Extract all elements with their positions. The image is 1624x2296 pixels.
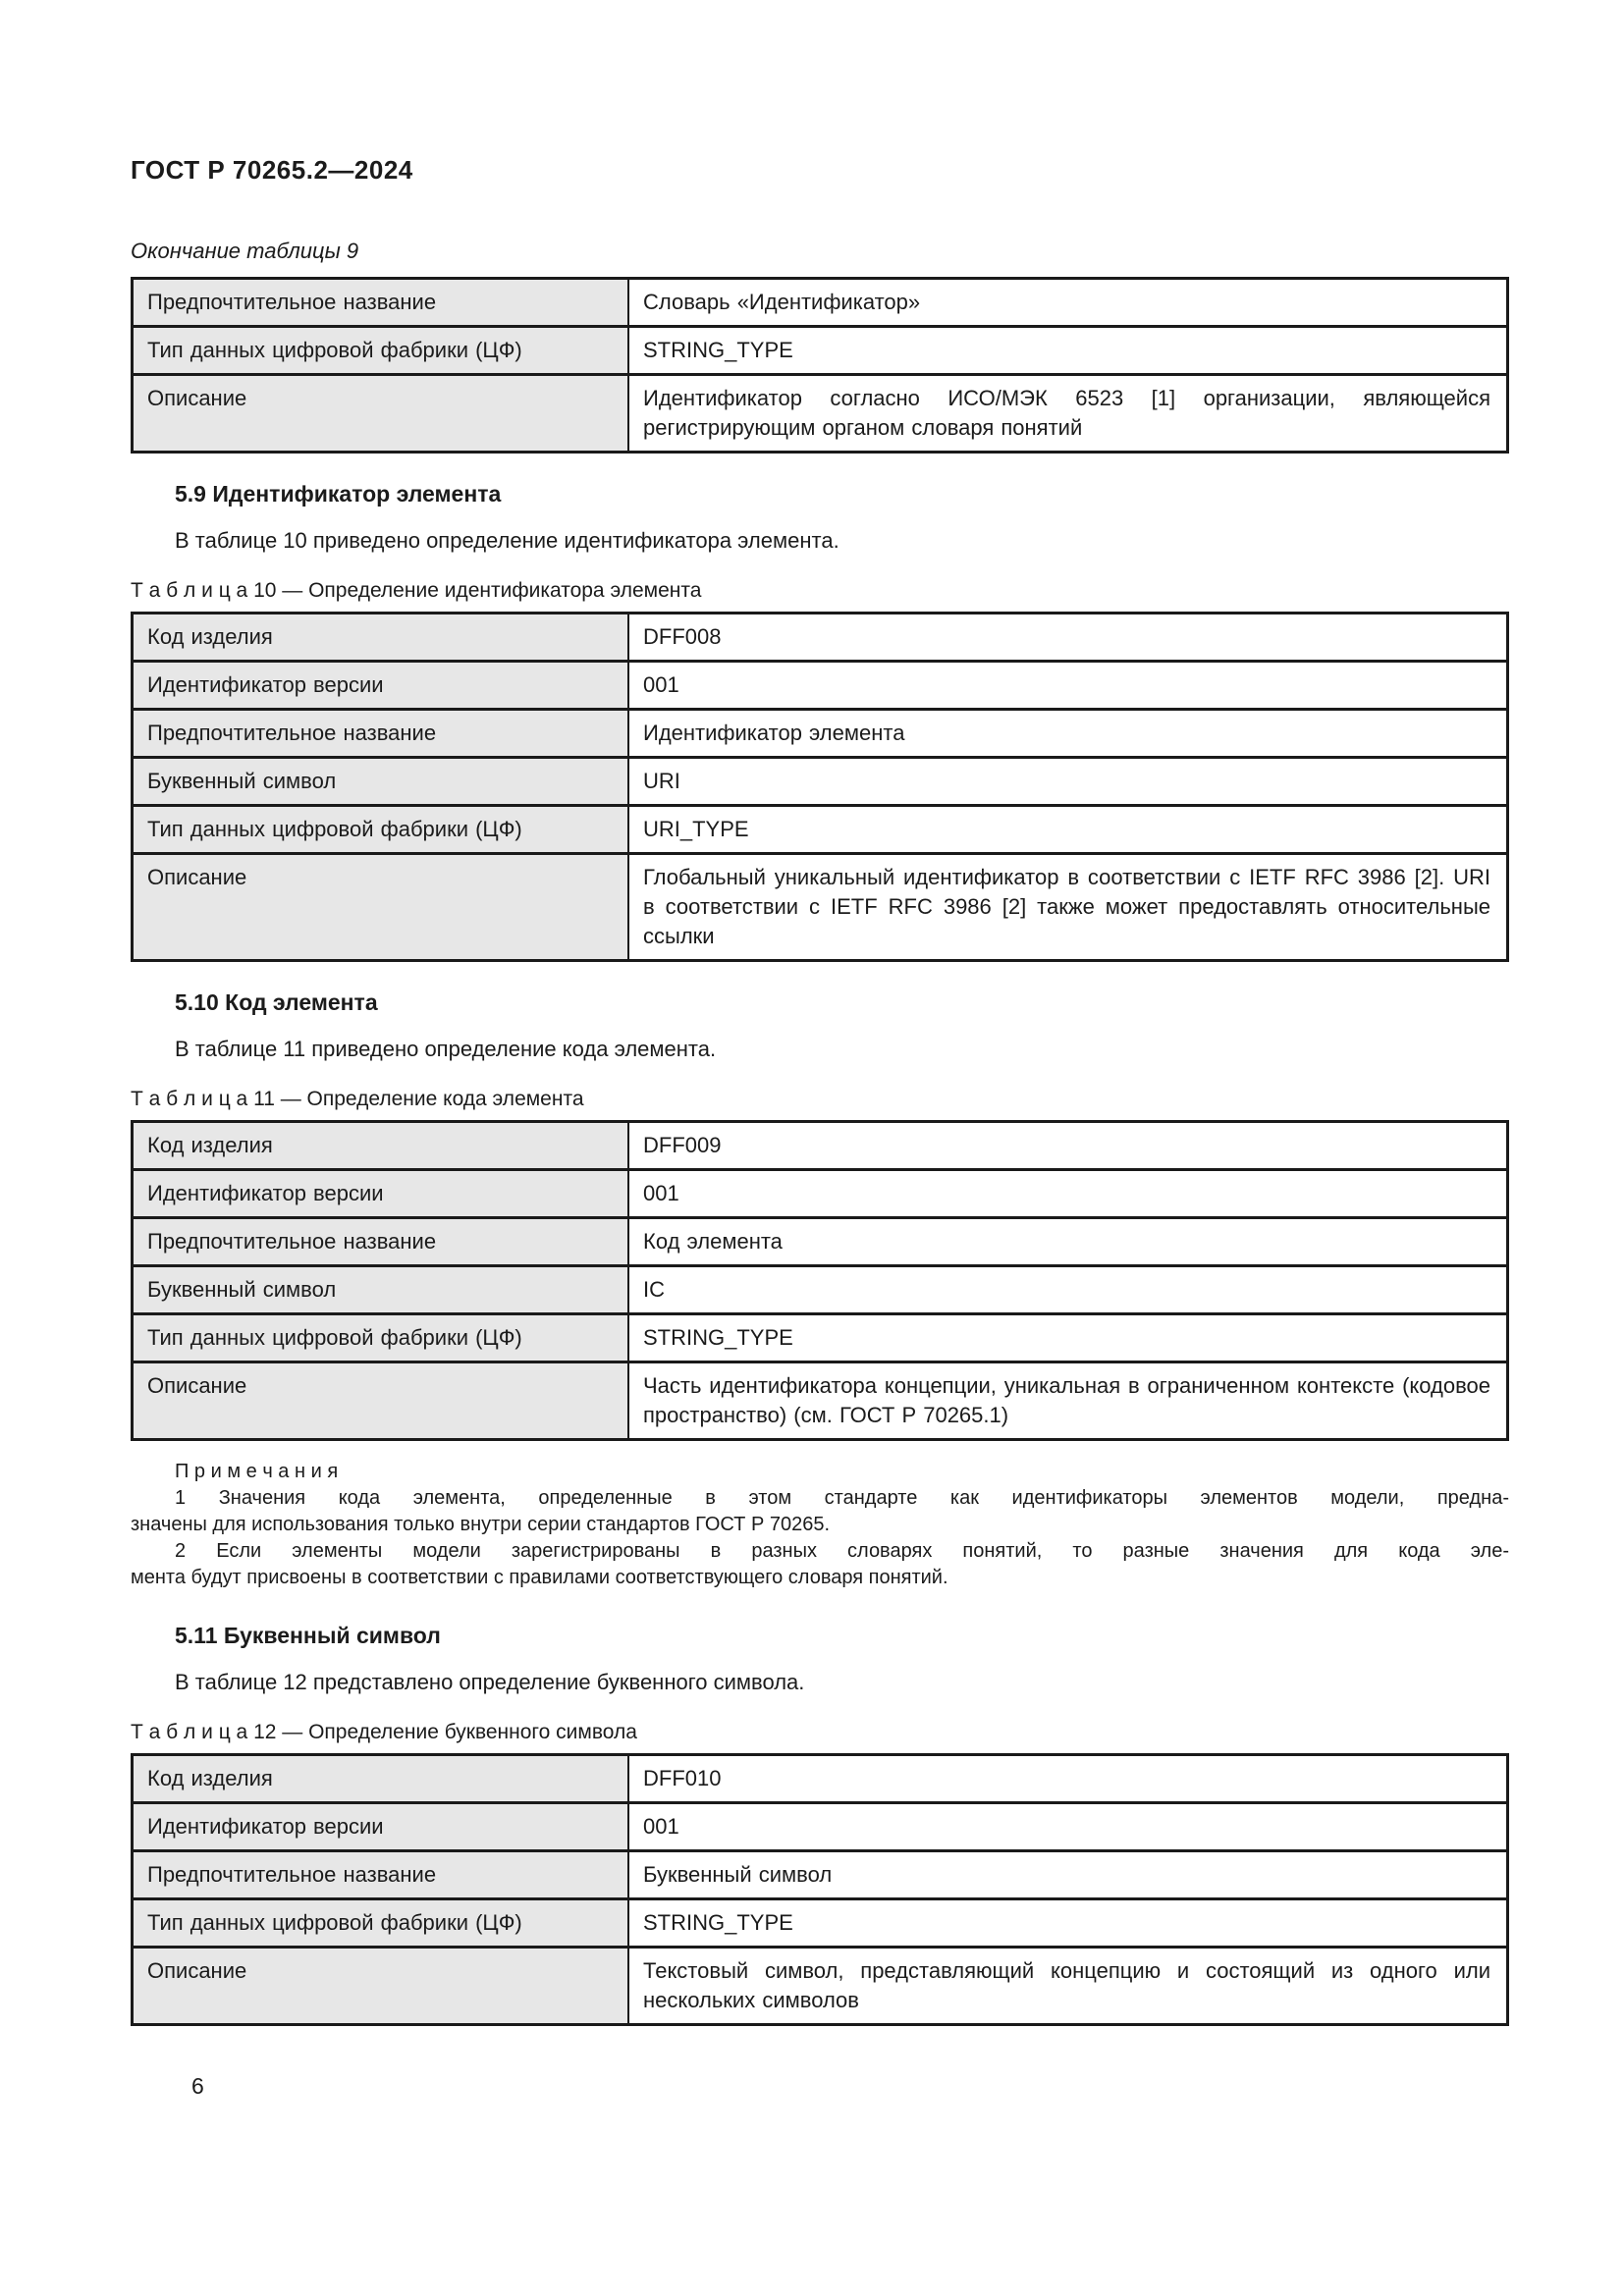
row-value: STRING_TYPE <box>628 1314 1508 1362</box>
table-row <box>133 1218 1508 1266</box>
row-value: DFF008 <box>628 614 1508 662</box>
row-label: Предпочтительное название <box>133 1218 629 1266</box>
section-5-9-paragraph: В таблице 10 приведено определение идентификатора элемента. <box>175 528 839 553</box>
row-label: Тип данных цифровой фабрики (ЦФ) <box>133 1899 629 1948</box>
row-value: STRING_TYPE <box>628 327 1508 375</box>
row-label: Код изделия <box>133 1122 629 1170</box>
row-label: Предпочтительное название <box>133 1851 629 1899</box>
table12 <box>131 1753 1509 2026</box>
row-label: Код изделия <box>133 1755 629 1803</box>
row-label: Предпочтительное название <box>133 710 629 758</box>
table-row <box>133 1899 1508 1948</box>
section-5-9-heading: 5.9 Идентификатор элемента <box>175 481 502 507</box>
row-value: Словарь «Идентификатор» <box>628 279 1508 327</box>
row-value: URI <box>628 758 1508 806</box>
row-value: IC <box>628 1266 1508 1314</box>
row-label: Код изделия <box>133 614 629 662</box>
row-label: Предпочтительное название <box>133 279 629 327</box>
table-row <box>133 806 1508 854</box>
table-row <box>133 1803 1508 1851</box>
note-2-line-2: мента будут присвоены в соответствии с правилами соответствующего словаря понятий. <box>131 1567 948 1588</box>
row-value: DFF009 <box>628 1122 1508 1170</box>
table-row <box>133 1851 1508 1899</box>
table-row <box>133 279 1508 327</box>
row-value: Код элемента <box>628 1218 1508 1266</box>
document-title: ГОСТ Р 70265.2—2024 <box>131 155 413 185</box>
table-row <box>133 662 1508 710</box>
table10 <box>131 612 1509 962</box>
table-row <box>133 1362 1508 1440</box>
table-row <box>133 1170 1508 1218</box>
section-5-11-heading: 5.11 Буквенный символ <box>175 1623 441 1648</box>
table-row <box>133 710 1508 758</box>
row-label: Тип данных цифровой фабрики (ЦФ) <box>133 806 629 854</box>
table-row <box>133 1266 1508 1314</box>
row-value: Часть идентификатора концепции, уникальная в ограниченном контексте (кодовое пространство) (см. ГОСТ Р 70265.1) <box>628 1362 1508 1440</box>
row-label: Буквенный символ <box>133 758 629 806</box>
row-value: Идентификатор элемента <box>628 710 1508 758</box>
table9-continuation-caption: Окончание таблицы 9 <box>131 239 359 263</box>
row-value: Буквенный символ <box>628 1851 1508 1899</box>
table-row <box>133 614 1508 662</box>
row-value: 001 <box>628 1803 1508 1851</box>
table11-caption: Т а б л и ц а 11 — Определение кода элемента <box>131 1088 584 1110</box>
table9-end <box>131 277 1509 454</box>
row-label: Описание <box>133 1948 629 2025</box>
page-number: 6 <box>191 2073 204 2099</box>
row-value: Идентификатор согласно ИСО/МЭК 6523 [1] организации, являющейся регистрирующим органом словаря понятий <box>628 375 1508 453</box>
row-label: Идентификатор версии <box>133 1170 629 1218</box>
row-label: Описание <box>133 854 629 961</box>
table-row <box>133 1755 1508 1803</box>
row-value: DFF010 <box>628 1755 1508 1803</box>
note-1-line-2: значены для использования только внутри серии стандартов ГОСТ Р 70265. <box>131 1514 831 1535</box>
note-1-line-1: 1 Значения кода элемента, определенные в этом стандарте как идентификаторы элементов модели, предна- <box>175 1487 1509 1509</box>
table-row <box>133 854 1508 961</box>
row-label: Тип данных цифровой фабрики (ЦФ) <box>133 327 629 375</box>
table-row <box>133 327 1508 375</box>
table-row <box>133 1314 1508 1362</box>
row-label: Тип данных цифровой фабрики (ЦФ) <box>133 1314 629 1362</box>
row-value: 001 <box>628 662 1508 710</box>
row-label: Идентификатор версии <box>133 662 629 710</box>
table10-caption: Т а б л и ц а 10 — Определение идентификатора элемента <box>131 579 702 602</box>
table-row <box>133 1122 1508 1170</box>
row-label: Идентификатор версии <box>133 1803 629 1851</box>
notes-block <box>131 1459 1509 1591</box>
note-2-line-1: 2 Если элементы модели зарегистрированы в разных словарях понятий, то разные значения для кода эле- <box>175 1540 1509 1562</box>
row-label: Описание <box>133 375 629 453</box>
row-label: Буквенный символ <box>133 1266 629 1314</box>
row-label: Описание <box>133 1362 629 1440</box>
section-5-10-heading: 5.10 Код элемента <box>175 989 378 1015</box>
section-5-10-paragraph: В таблице 11 приведено определение кода элемента. <box>175 1037 717 1061</box>
table11 <box>131 1120 1509 1441</box>
table-row <box>133 758 1508 806</box>
row-value: Текстовый символ, представляющий концепцию и состоящий из одного или нескольких символов <box>628 1948 1508 2025</box>
row-value: Глобальный уникальный идентификатор в соответствии с IETF RFC 3986 [2]. URI в соответствии с IETF RFC 3986 [2] также может предоставлять относительные ссылки <box>628 854 1508 961</box>
table-row <box>133 375 1508 453</box>
table-row <box>133 1948 1508 2025</box>
table12-caption: Т а б л и ц а 12 — Определение буквенного символа <box>131 1721 637 1743</box>
notes-label: П р и м е ч а н и я <box>175 1461 339 1482</box>
row-value: STRING_TYPE <box>628 1899 1508 1948</box>
section-5-11-paragraph: В таблице 12 представлено определение буквенного символа. <box>175 1670 805 1694</box>
row-value: URI_TYPE <box>628 806 1508 854</box>
row-value: 001 <box>628 1170 1508 1218</box>
